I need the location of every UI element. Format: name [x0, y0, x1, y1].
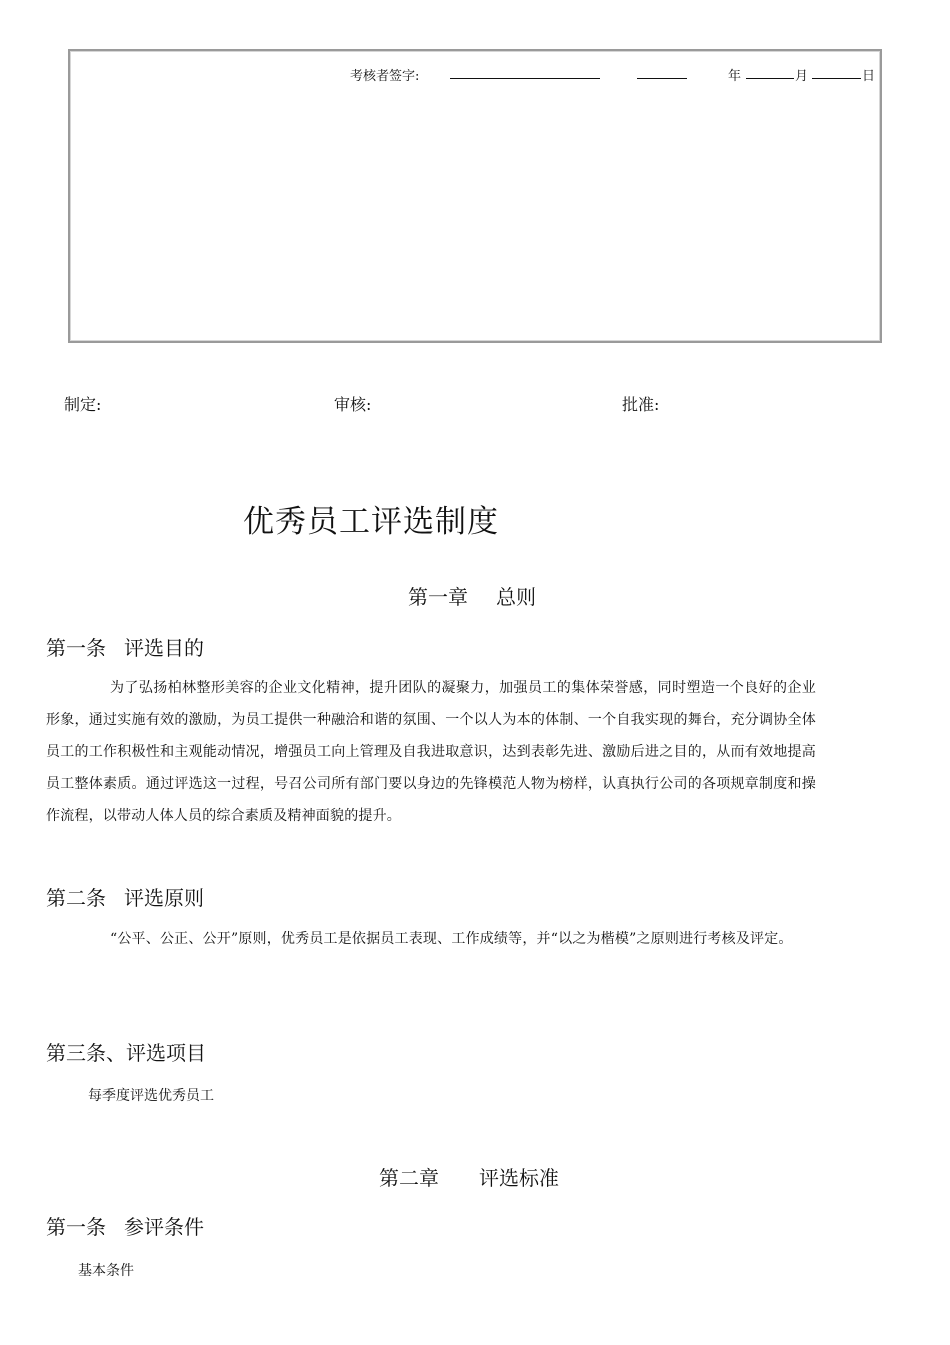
article-number: 第一条 [46, 1215, 106, 1239]
article-title: 评选目的 [124, 636, 204, 660]
article-heading-4 [46, 1211, 204, 1240]
article-heading-3: 第三条、评选项目 [46, 1041, 206, 1065]
article-title: 评选原则 [124, 886, 204, 910]
article-number: 第二条 [46, 886, 106, 910]
chapter-title: 评选标准 [479, 1166, 559, 1190]
chapter-heading-2 [379, 1162, 559, 1191]
year-label: 年 [728, 69, 742, 84]
signer-label: 考核者签字: [350, 69, 420, 84]
signer-blank-2[interactable] [637, 65, 687, 79]
approved-label: 批准: [622, 395, 660, 414]
month-blank[interactable] [746, 65, 794, 79]
article-3-body: 每季度评选优秀员工 [88, 1088, 214, 1104]
chapter-number: 第一章 [408, 585, 468, 609]
article-2-body: “公平、公正、公开”原则，优秀员工是依据员工表现、工作成绩等，并“以之为楷模”之原则进行考核及评定。 [110, 931, 793, 947]
article-number: 第一条 [46, 636, 106, 660]
prepared-label: 制定: [64, 395, 102, 414]
article-title: 参评条件 [124, 1215, 204, 1239]
article-heading-2 [46, 882, 204, 911]
signer-blank[interactable] [450, 65, 600, 79]
article-heading-1 [46, 632, 204, 661]
article-4-body: 基本条件 [78, 1263, 134, 1279]
month-label: 月 [795, 69, 809, 84]
article-1-body: 为了弘扬柏林整形美容的企业文化精神，提升团队的凝聚力，加强员工的集体荣誉感，同时塑造一个良好的企业形象，通过实施有效的激励，为员工提供一种融洽和谐的氛围、一个以人为本的体制、一个自我实现的舞台，充分调协全体员工的工作积极性和主观能动情况，增强员工向上管理及自我进取意识，达到表彰先进、激励后进之目的，从而有效地提高员工整体素质。通过评选这一过程，号召公司所有部门要以身边的先锋模范人物为榜样，认真执行公司的各项规章制度和操作流程，以带动人体人员的综合素质及精神面貌的提升。 [46, 680, 816, 824]
reviewed-label: 审核: [334, 395, 372, 414]
day-blank[interactable] [812, 65, 861, 79]
day-label: 日 [862, 69, 876, 84]
chapter-number: 第二章 [379, 1166, 439, 1190]
document-title: 优秀员工评选制度 [243, 504, 499, 540]
chapter-title: 总则 [496, 585, 536, 609]
chapter-heading-1 [408, 581, 536, 610]
signature-box [68, 49, 882, 343]
